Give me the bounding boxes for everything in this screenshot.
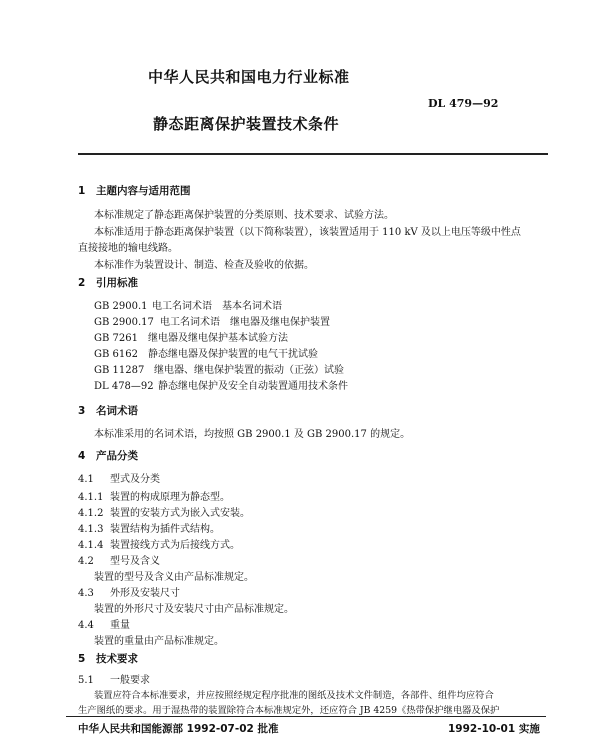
ref-name: 电工名词术语 基本名词术语 — [152, 301, 282, 312]
section-title: 引用标准 — [96, 277, 138, 289]
clause-text: 装置结构为插件式结构。 — [110, 524, 220, 535]
clause-text: 型号及含义 — [110, 556, 160, 567]
clause-4-1-1 — [78, 488, 230, 503]
paragraph: 本标准适用于静态距离保护装置（以下简称装置），该装置适用于 110 kV 及以上电压等级中性点 — [94, 227, 521, 238]
ref-code: GB 11287 — [94, 365, 145, 376]
clause-4-2 — [78, 552, 160, 567]
clause-number: 4.1 — [78, 474, 94, 485]
clause-4-4 — [78, 616, 130, 631]
clause-number: 4.1.3 — [78, 524, 104, 535]
section-number: 3 — [78, 405, 86, 417]
header-rule — [78, 153, 548, 155]
reference-item — [94, 313, 330, 328]
ref-name: 静态继电器及保护装置的电气干扰试验 — [148, 349, 318, 360]
section-number: 5 — [78, 653, 86, 665]
clause-text: 一般要求 — [110, 675, 150, 686]
section-number: 1 — [78, 185, 86, 197]
clause-5-1 — [78, 671, 150, 686]
doc-code: DL 479—92 — [428, 97, 499, 110]
ref-name: 继电器及继电保护基本试验方法 — [148, 333, 288, 344]
clause-number: 4.1.1 — [78, 492, 104, 503]
clause-4-1 — [78, 470, 160, 485]
clause-4-1-3 — [78, 520, 220, 535]
reference-item — [94, 297, 282, 312]
paragraph: 装置的外形尺寸及安装尺寸由产品标准规定。 — [94, 604, 294, 615]
section-4-heading — [78, 448, 138, 463]
footer-issuer: 中华人民共和国能源部 1992-07-02 批准 — [78, 723, 279, 735]
clause-number: 5.1 — [78, 675, 94, 686]
paragraph: 本标准规定了静态距离保护装置的分类原则、技术要求、试验方法。 — [94, 210, 394, 221]
section-title: 名词术语 — [96, 405, 138, 417]
clause-text: 装置的安装方式为嵌入式安装。 — [110, 508, 250, 519]
ref-code: GB 2900.17 — [94, 317, 154, 328]
clause-text: 装置接线方式为后接线方式。 — [110, 540, 240, 551]
reference-item — [94, 345, 318, 360]
section-1-heading — [78, 183, 191, 198]
section-3-heading — [78, 403, 138, 418]
standard-org-title: 中华人民共和国电力行业标准 — [148, 68, 350, 86]
clause-text: 重量 — [110, 620, 130, 631]
clause-4-3 — [78, 584, 180, 599]
reference-item — [94, 329, 288, 344]
paragraph: 装置的重量由产品标准规定。 — [94, 636, 224, 647]
ref-name: 电工名词术语 继电器及继电保护装置 — [160, 317, 330, 328]
clause-4-1-4 — [78, 536, 240, 551]
ref-name: 继电器、继电保护装置的振动（正弦）试验 — [154, 365, 344, 376]
footer-effective-date: 1992-10-01 实施 — [448, 723, 540, 735]
section-title: 主题内容与适用范围 — [96, 185, 191, 197]
paragraph: 本标准采用的名词术语，均按照 GB 2900.1 及 GB 2900.17 的规定。 — [94, 429, 411, 440]
clause-text: 型式及分类 — [110, 474, 160, 485]
reference-item — [94, 361, 344, 376]
ref-code: GB 7261 — [94, 333, 138, 344]
paragraph: 直接接地的输电线路。 — [78, 243, 178, 254]
clause-text: 外形及安装尺寸 — [110, 588, 180, 599]
paragraph: 本标准作为装置设计、制造、检查及验收的依据。 — [94, 260, 314, 271]
clause-number: 4.2 — [78, 556, 94, 567]
section-number: 2 — [78, 277, 86, 289]
section-title: 技术要求 — [96, 653, 138, 665]
clause-4-1-2 — [78, 504, 250, 519]
ref-code: GB 2900.1 — [94, 301, 148, 312]
section-number: 4 — [78, 450, 86, 462]
ref-code: DL 478—92 — [94, 381, 154, 392]
ref-code: GB 6162 — [94, 349, 138, 360]
clause-number: 4.1.2 — [78, 508, 104, 519]
section-2-heading — [78, 275, 138, 290]
doc-title: 静态距离保护装置技术条件 — [153, 115, 340, 133]
clause-number: 4.1.4 — [78, 540, 104, 551]
paragraph: 装置应符合本标准要求，并应按照经规定程序批准的图纸及技术文件制造，各部件、组件均应符合 — [94, 690, 494, 701]
paragraph: 生产图纸的要求。用于湿热带的装置除符合本标准规定外，还应符合 JB 4259《热带保护继电器及保护 — [78, 705, 500, 716]
section-title: 产品分类 — [96, 450, 138, 462]
section-5-heading — [78, 651, 138, 666]
clause-text: 装置的构成原理为静态型。 — [110, 492, 230, 503]
clause-number: 4.4 — [78, 620, 94, 631]
ref-name: 静态继电保护及安全自动装置通用技术条件 — [158, 381, 348, 392]
clause-number: 4.3 — [78, 588, 94, 599]
reference-item — [94, 377, 348, 392]
paragraph: 装置的型号及含义由产品标准规定。 — [94, 572, 254, 583]
footer-rule — [66, 716, 546, 717]
